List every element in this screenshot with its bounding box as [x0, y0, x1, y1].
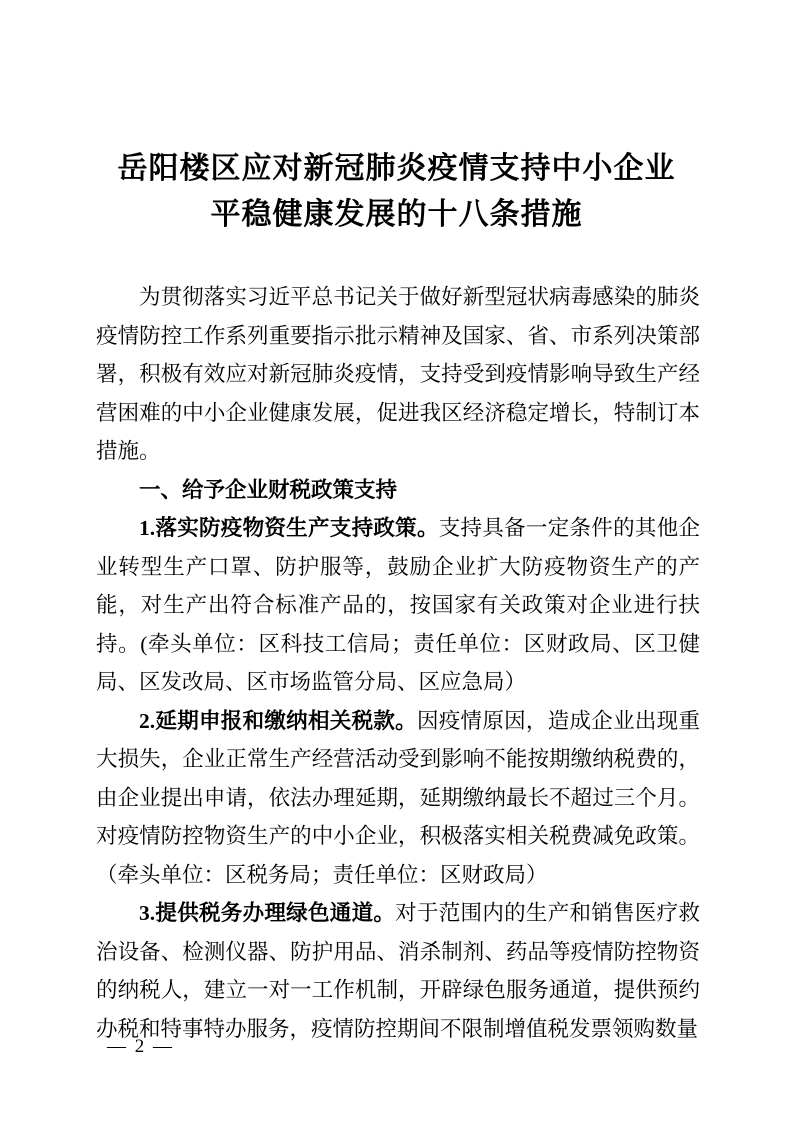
numbered-item: 1.落实防疫物资生产支持政策。支持具备一定条件的其他企业转型生产口罩、防护服等，鼓励企业扩大防疫物资生产的产能，对生产出符合标准产品的，按国家有关政策对企业进行扶持。(牵头单位：区科技工信局；责任单位：区财政局、区卫健局、区发改局、区市场监管分局、区应急局） [96, 516, 700, 694]
item-lead: 3.提供税务办理绿色通道。 [139, 901, 396, 925]
numbered-item: 3.提供税务办理绿色通道。对于范围内的生产和销售医疗救治设备、检测仪器、防护用品、消杀制剂、药品等疫情防控物资的纳税人，建立一对一工作机制，开辟绿色服务通道，提供预约办税和特事特办服务，疫情防控期间不限制增值税发票领购数量 [96, 901, 700, 1041]
document-title [0, 0, 793, 238]
document-title-line2: 平稳健康发展的十八条措施 [210, 198, 583, 231]
page-number: — 2 — [107, 1036, 174, 1057]
item-lead: 1.落实防疫物资生产支持政策。 [139, 516, 439, 540]
section-heading: 一、给予企业财税政策支持 [139, 477, 398, 502]
item-lead: 2.延期申报和缴纳相关税款。 [139, 708, 417, 733]
document-title-line1: 岳阳楼区应对新冠肺炎疫情支持中小企业 [117, 152, 676, 185]
paragraph: 为贯彻落实习近平总书记关于做好新型冠状病毒感染的肺炎疫情防控工作系列重要指示批示精神及国家、省、市系列决策部署，积极有效应对新冠肺炎疫情，支持受到疫情影响导致生产经营困难的中小企业健康发展，促进我区经济稳定增长，特制订本措施。 [96, 285, 700, 463]
numbered-item: 2.延期申报和缴纳相关税款。因疫情原因，造成企业出现重大损失，企业正常生产经营活动受到影响不能按期缴纳税费的，由企业提出申请，依法办理延期，延期缴纳最长不超过三个月。对疫情防控物资生产的中小企业，积极落实相关税费减免政策。（牵头单位：区税务局；责任单位：区财政局） [96, 708, 700, 887]
document-body [96, 278, 700, 1048]
